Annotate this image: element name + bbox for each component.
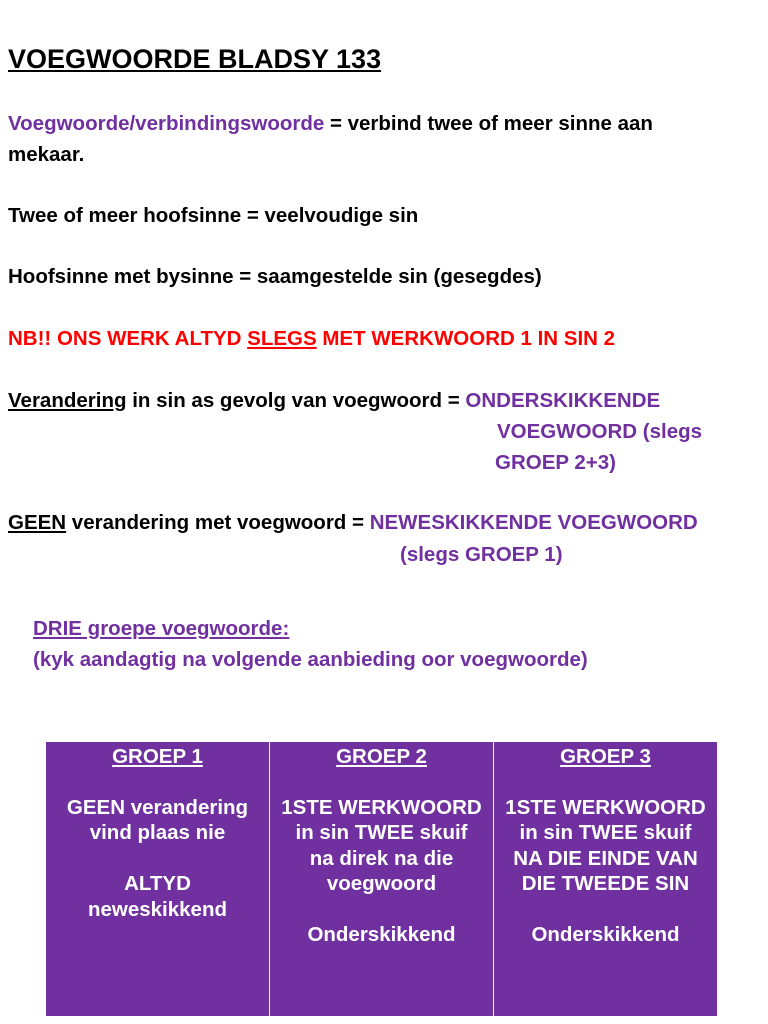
change-rule-result-3: GROEP 2+3) (495, 451, 616, 474)
nochange-rule-emphasis: GEEN (8, 511, 67, 534)
note-suffix: MET WERKWOORD 1 IN SIN 2 (316, 327, 616, 350)
page-title: VOEGWOORDE BLADSY 133 (8, 44, 382, 74)
nochange-rule-text: verandering met voegwoord = (66, 511, 370, 534)
groups-heading: DRIE groepe voegwoorde: (33, 617, 290, 640)
group-1-header: GROEP 1 (112, 745, 203, 768)
note-emphasis: SLEGS (247, 327, 317, 350)
group-1-description: GEEN verandering vind plaas nie (66, 795, 249, 844)
change-rule-result-2: VOEGWOORD (slegs (497, 420, 703, 443)
group-1-type: ALTYD neweskikkend (87, 872, 227, 921)
definition-term: Voegwoorde/verbindingswoorde (8, 112, 325, 135)
nochange-rule-result-1: NEWESKIKKENDE VOEGWOORD (369, 511, 698, 534)
group-2-header: GROEP 2 (336, 745, 427, 768)
change-rule-text: in sin as gevolg van voegwoord = (126, 389, 466, 412)
compound-sentence-rule: Hoofsinne met bysinne = saamgestelde sin (gesegdes) (8, 265, 542, 288)
nochange-rule-result-2: (slegs GROEP 1) (400, 543, 563, 566)
change-rule-result-1: ONDERSKIKKENDE (465, 389, 661, 412)
group-2-type: Onderskikkend (307, 923, 456, 946)
group-3-description: 1STE WERKWOORD in sin TWEE skuif NA DIE EINDE VAN DIE TWEEDE SIN (505, 795, 706, 895)
note-prefix: NB!! ONS WERK ALTYD (8, 327, 248, 350)
change-rule-line (8, 385, 660, 416)
note-line (8, 323, 615, 354)
group-1-column (46, 742, 270, 1016)
groups-subheading: (kyk aandagtig na volgende aanbieding oor voegwoorde) (33, 648, 588, 671)
definition-text: = verbind twee of meer sinne aan (324, 112, 653, 135)
nochange-rule-line (8, 507, 698, 538)
multiple-sentence-rule: Twee of meer hoofsinne = veelvoudige sin (8, 204, 419, 227)
group-2-column (270, 742, 494, 1016)
definition-line-2: mekaar. (8, 143, 85, 166)
change-rule-emphasis: Verandering (8, 389, 127, 412)
group-3-column (494, 742, 717, 1016)
group-2-description: 1STE WERKWOORD in sin TWEE skuif na direk na die voegwoord (281, 795, 482, 895)
definition-line-1 (8, 108, 653, 139)
group-3-header: GROEP 3 (560, 745, 651, 768)
group-3-type: Onderskikkend (531, 923, 680, 946)
groups-table (46, 742, 717, 1016)
